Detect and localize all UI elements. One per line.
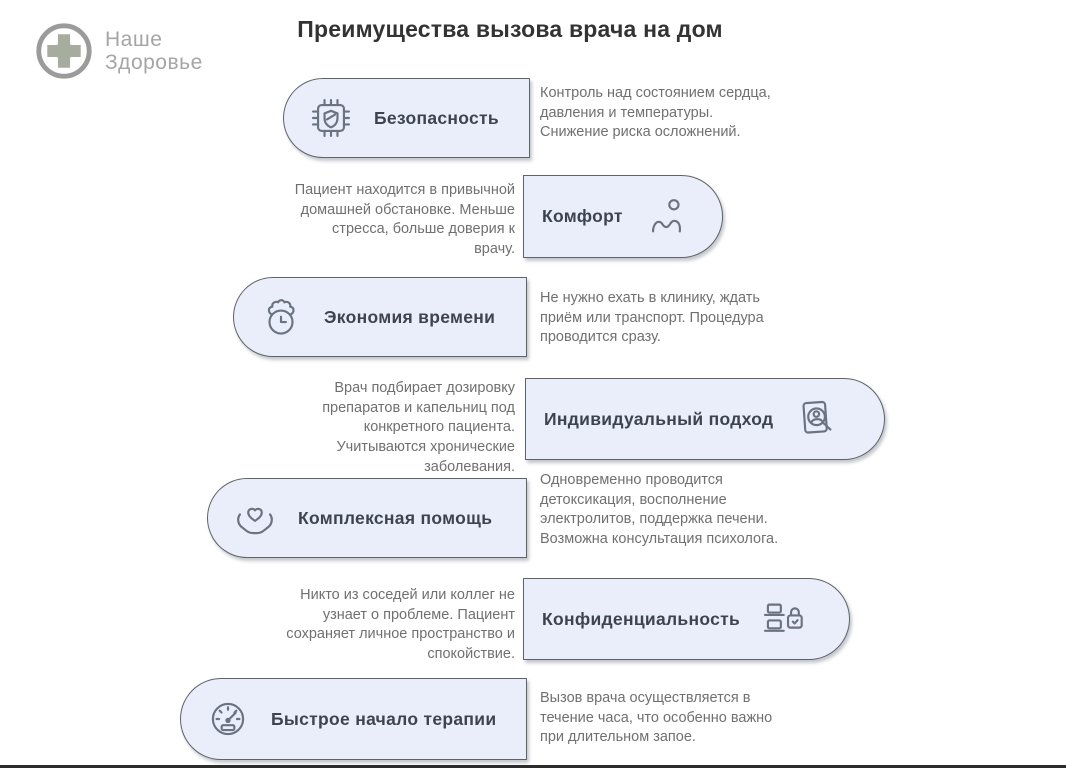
benefit-description-safety: Контроль над состоянием сердца, давления и температуры. Снижение риска осложнений. — [540, 85, 771, 141]
benefit-description-complex-help: Одновременно проводится детоксикация, восполнение электролитов, поддержка печени. Возможна консультация психолога. — [540, 472, 779, 548]
benefit-title: Индивидуальный подход — [544, 408, 774, 429]
logo-line1: Наше — [105, 27, 163, 51]
benefit-card-complex-help — [207, 478, 527, 558]
person-relax-icon — [643, 194, 689, 240]
benefit-description-individual: Врач подбирает дозировку препаратов и капельниц под конкретного пациента. Учитываются хронические заболевания. — [322, 380, 515, 475]
page-title: Преимущества вызова врача на дом — [297, 16, 723, 42]
speedometer-icon — [205, 696, 251, 742]
benefit-title: Экономия времени — [324, 306, 496, 327]
devices-lock-icon — [760, 596, 806, 642]
benefit-title: Безопасность — [374, 107, 499, 128]
profile-search-icon — [793, 396, 839, 442]
benefit-card-confidentiality — [523, 578, 850, 660]
chip-shield-icon — [308, 95, 354, 141]
clock-flame-icon — [258, 294, 304, 340]
benefit-title: Быстрое начало терапии — [271, 708, 497, 729]
benefit-title: Комфорт — [542, 206, 623, 226]
benefit-card-time-saving — [233, 277, 527, 357]
benefit-description-quick-start: Вызов врача осуществляется в течение часа, что особенно важно при длительном запое. — [540, 690, 773, 746]
benefit-card-individual-approach — [525, 378, 885, 460]
benefit-description-comfort: Пациент находится в привычной домашней обстановке. Меньше стресса, больше доверия к врачу. — [294, 182, 515, 258]
hands-heart-icon — [232, 495, 278, 541]
benefit-card-comfort — [523, 175, 723, 258]
logo-line2: Здоровье — [105, 51, 203, 74]
benefit-card-safety — [283, 78, 530, 158]
benefit-title: Конфиденциальность — [542, 608, 741, 629]
benefit-description-confidentiality: Никто из соседей или коллег не узнает о проблеме. Пациент сохраняет личное пространство и спокойствие. — [286, 587, 515, 663]
benefit-description-time-saving: Не нужно ехать в клинику, ждать приём или транспорт. Процедура проводится сразу. — [540, 290, 764, 346]
benefit-card-quick-start — [180, 678, 527, 760]
benefit-title: Комплексная помощь — [298, 507, 493, 528]
